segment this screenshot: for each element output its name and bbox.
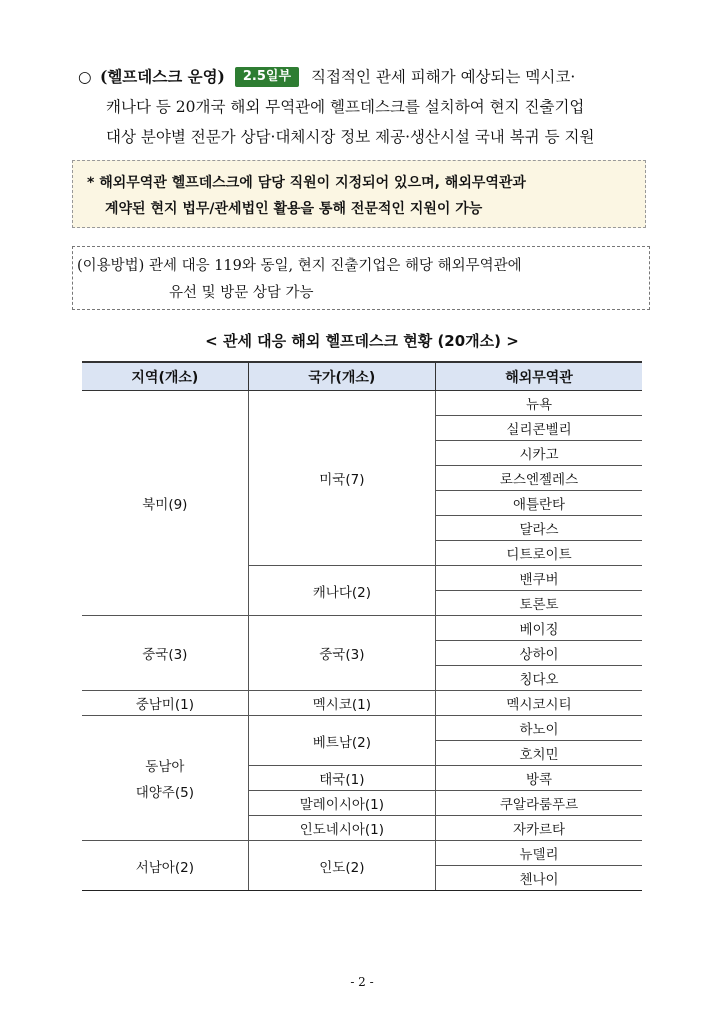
country-cell: 말레이시아(1) (248, 791, 435, 816)
office-cell: 애틀란타 (436, 491, 642, 516)
note-line-1: * 해외무역관 헬프데스크에 담당 직원이 지정되어 있으며, 해외무역관과 (87, 175, 526, 191)
office-cell: 칭다오 (436, 666, 642, 691)
region-name-line-1: 동남아 (145, 759, 185, 775)
header-region: 지역(개소) (82, 362, 248, 391)
office-cell: 달라스 (436, 516, 642, 541)
usage-line-2: 유선 및 방문 상담 가능 (169, 285, 314, 301)
table-row (82, 841, 642, 866)
country-cell: 베트남(2) (248, 716, 435, 766)
country-cell: 인도(2) (248, 841, 435, 891)
office-cell: 첸나이 (436, 866, 642, 891)
bullet-line-1 (78, 62, 668, 92)
office-cell: 뉴욕 (436, 391, 642, 416)
region-cell (82, 716, 248, 841)
table-row (82, 716, 642, 741)
region-cell: 서남아(2) (82, 841, 248, 891)
office-cell: 멕시코시티 (436, 691, 642, 716)
usage-line-1: (이용방법) 관세 대응 119와 동일, 현지 진출기업은 해당 해외무역관에 (77, 258, 522, 274)
bullet-line-3: 대상 분야별 전문가 상담·대체시장 정보 제공·생산시설 국내 복귀 등 지원 (106, 128, 595, 146)
support-bullet (78, 62, 668, 152)
office-cell: 베이징 (436, 616, 642, 641)
region-cell: 북미(9) (82, 391, 248, 616)
office-cell: 쿠알라룸푸르 (436, 791, 642, 816)
region-cell: 중국(3) (82, 616, 248, 691)
bullet-line-2: 캐나다 등 20개국 해외 무역관에 헬프데스크를 설치하여 현지 진출기업 (106, 98, 585, 116)
header-country: 국가(개소) (248, 362, 435, 391)
page-number: - 2 - (350, 975, 374, 989)
office-cell: 자카르타 (436, 816, 642, 841)
note-box (72, 160, 646, 228)
office-cell: 시카고 (436, 441, 642, 466)
office-cell: 실리콘벨리 (436, 416, 642, 441)
table-row (82, 616, 642, 641)
table-row (82, 691, 642, 716)
office-cell: 호치민 (436, 741, 642, 766)
country-cell: 인도네시아(1) (248, 816, 435, 841)
office-cell: 하노이 (436, 716, 642, 741)
table-header-row (82, 362, 642, 391)
note-line-2: 계약된 현지 법무/관세법인 활용을 통해 전문적인 지원이 가능 (105, 201, 483, 217)
table-title: < 관세 대응 해외 헬프데스크 현황 (20개소) > (205, 332, 519, 350)
schedule-badge: 2.5일부 (235, 67, 299, 87)
bullet-heading: (헬프데스크 운영) (100, 67, 225, 86)
office-cell: 밴쿠버 (436, 566, 642, 591)
office-cell: 디트로이트 (436, 541, 642, 566)
country-cell: 미국(7) (248, 391, 435, 566)
country-cell: 멕시코(1) (248, 691, 435, 716)
country-cell: 중국(3) (248, 616, 435, 691)
country-cell: 태국(1) (248, 766, 435, 791)
helpdesk-table (82, 361, 642, 891)
country-cell: 캐나다(2) (248, 566, 435, 616)
office-cell: 로스엔젤레스 (436, 466, 642, 491)
region-name-line-2: 대양주(5) (135, 785, 194, 801)
bullet-text-1: 직접적인 관세 피해가 예상되는 멕시코· (311, 68, 576, 86)
office-cell: 상하이 (436, 641, 642, 666)
table-row (82, 391, 642, 416)
office-cell: 토론토 (436, 591, 642, 616)
office-cell: 뉴델리 (436, 841, 642, 866)
bullet-circle-icon: ○ (78, 68, 92, 86)
usage-box (72, 246, 650, 310)
header-office: 해외무역관 (436, 362, 642, 391)
region-cell: 중남미(1) (82, 691, 248, 716)
office-cell: 방콕 (436, 766, 642, 791)
